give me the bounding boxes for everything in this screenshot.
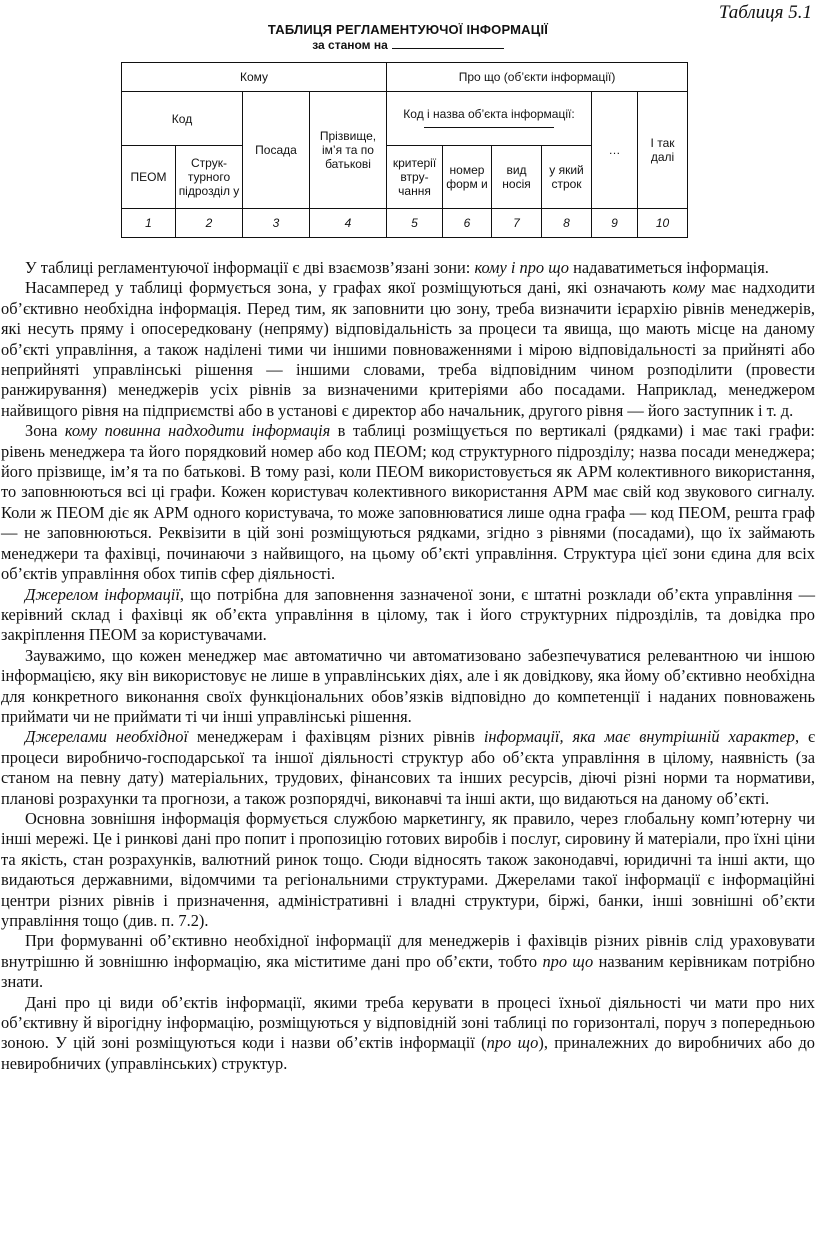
paragraph-segment: , є процеси виробничо-господарської та іншої діяльності структур або об’єкта управління в цілому, наявність (за станом на певну дату) матеріальних, трудових, фінансових та інших ресурсів, діючі різні норми та нормативи, планові розрахунки та прогнози, а також розпорядчі, виконавчі та інші акти, що видаються на даному об’єкті. <box>1 727 816 808</box>
header-media-type: вид носія <box>492 146 542 209</box>
header-ellipsis: … <box>592 92 638 209</box>
header-and-so-on: І так далі <box>638 92 688 209</box>
paragraph-segment: менеджерам і фахівцям різних рівнів <box>188 727 484 747</box>
paragraph <box>1 585 815 646</box>
paragraph-segment: Зауважимо, що кожен менеджер має автоматично чи автоматизовано забезпечуватися релевантною чи іншою інформацією, яку він використовує не лише в управлінських діях, але і як довідкову, яка йому об’єктивно необхідна для конкретного виконання своїх функціональних обов’язків відповідно до компетенції і наданих повноважень приймати чи не приймати ті чи інші управлінські рішення. <box>1 645 815 726</box>
body-text <box>1 258 815 1074</box>
paragraph-segment: в таблиці розміщується по вертикалі (рядками) і має такі графи: рівень менеджера та його порядковий номер або код ПЕОМ; код структурного підрозділу; назва посади менеджера; його прізвище, ім’я та по батькові. В тому разі, коли ПЕОМ використовується як АРМ колективного використання, то заповнюються всі ці графи. Кожен користувач колективного використання АРМ має свій код звукового сигналу. Коли ж ПЕОМ діє як АРМ одного користувача, то може заповнюватися лише одна графа — код ПЕОМ, решта граф — не заповнюються. Реквізити в цій зоні розміщуються рядками, згідно з рівнями (посадами), що їх займають менеджери та фахівці, починаючи з найвищого, на цьому об’єкті управління. Структура цієї зони єдина для всіх об’єктів управління обох типів сфер діяльності. <box>1 421 815 584</box>
header-code: Код <box>122 92 243 146</box>
paragraph-italic-segment: про що <box>542 951 594 971</box>
paragraph-italic-segment: Джерелами необхідної <box>25 727 189 747</box>
paragraph <box>1 993 815 1075</box>
col-number: 8 <box>542 209 592 238</box>
header-object-code-name <box>387 92 592 146</box>
paragraph-segment: Зона <box>25 421 65 441</box>
header-deadline: у який строк <box>542 146 592 209</box>
paragraph <box>1 278 815 421</box>
col-number: 3 <box>243 209 310 238</box>
paragraph <box>1 727 815 809</box>
col-number: 7 <box>492 209 542 238</box>
paragraph-segment: Основна зовнішня інформація формується службою маркетингу, як правило, через глобальну комп’ютерну чи інші мережі. Це і ринкові дані про попит і пропозицію готових виробів і послуг, сировину й матеріали, про їхні ціни та якість, стан розрахунків, валютний ринок тощо. Сюди відносять також законодавчі, юридичні та інші акти, що видаються державними, відомчими та регіональними структурами. Джерелами такої інформації є інформаційні центри різних рівнів і призначення, адміністративні і владні структури, біржі, банки, інші зовнішні об’єкти управління тощо (див. п. 7.2). <box>1 808 815 930</box>
header-full-name: Прізвище, ім’я та по батькові <box>310 92 387 209</box>
paragraph <box>1 421 815 584</box>
header-position: Посада <box>243 92 310 209</box>
col-number: 4 <box>310 209 387 238</box>
paragraph <box>1 258 815 278</box>
column-numbers-row <box>122 209 688 238</box>
date-blank-line <box>392 38 504 49</box>
table-subtitle-text: за станом на <box>312 38 388 52</box>
paragraph-segment: Дані про ці види об’єктів інформації, якими треба керувати в процесі їхньої діяльності чи мати про них об’єктивну й вірогідну інформацію, розміщуються у відповідній зоні таблиці по горизонталі, поруч з попередньою зоною. У цій зоні розміщуються коди і назви об’єктів інформації ( <box>1 992 815 1053</box>
header-criteria: критерії втру-чання <box>387 146 443 209</box>
paragraph <box>1 646 815 728</box>
table-subtitle <box>0 38 816 52</box>
regulatory-info-table <box>121 62 688 238</box>
paragraph-segment: названим керівникам потрібно знати. <box>1 951 815 992</box>
col-number: 6 <box>443 209 492 238</box>
paragraph-italic-segment: кому повинна надходити інформація <box>64 421 331 441</box>
col-number: 2 <box>176 209 243 238</box>
col-number: 9 <box>592 209 638 238</box>
header-pc: ПЕОМ <box>122 146 176 209</box>
paragraph-segment: При формуванні об’єктивно необхідної інформації для менеджерів і фахівців різних рівнів слід ураховувати внутрішню й зовнішню інформацію, яка міститиме дані про об’єкти, тобто <box>1 931 815 971</box>
paragraph-segment: У таблиці регламентуючої інформації є дві взаємозв’язані зони: <box>25 258 475 277</box>
paragraph-italic-segment: інформації, яка має внутрішній характер <box>483 727 795 747</box>
paragraph-italic-segment: кому <box>672 278 705 298</box>
paragraph-segment: має надходити об’єктивно необхідна інформація. Перед тим, як заповнити цю зону, треба визначити ієрархію рівнів менеджерів, які несуть пряму і опосередковану (непряму) відповідальність за процеси та явища, що мають місце на даному об’єкті управління, а також наділені тими чи іншими повноваженнями і мірою відповідальності за прийняті або неприйняті управлінські рішення — іншими словами, треба відповідним чином розподілити (провести ранжирування) менеджерів усіх рівнів за визначеними критеріями або посадами. Наприклад, менеджером найвищого рівня на підприємстві або в установі є директор або начальник, другого рівня — його заступник і т. д. <box>1 278 815 420</box>
paragraph-segment: ), приналежних до виробничих або до невиробничих (управлінських) структур. <box>1 1033 816 1073</box>
object-code-name-label: Код і назва об’єкта інформації: <box>403 107 575 121</box>
table-number: Таблиця 5.1 <box>718 2 812 23</box>
table-title: ТАБЛИЦЯ РЕГЛАМЕНТУЮЧОЇ ІНФОРМАЦІЇ <box>267 22 549 37</box>
paragraph <box>1 809 815 931</box>
paragraph-italic-segment: кому і про що <box>474 258 569 277</box>
paragraph-segment: Насамперед у таблиці формується зона, у графах якої розміщуються дані, які означають <box>25 278 673 298</box>
header-form-number: номер форм и <box>443 146 492 209</box>
header-about-what: Про що (об’єкти інформації) <box>387 63 688 92</box>
col-number: 1 <box>122 209 176 238</box>
header-structural-unit: Струк-турного підрозділ у <box>176 146 243 209</box>
paragraph-italic-segment: про що <box>486 1033 539 1053</box>
paragraph <box>1 931 815 992</box>
paragraph-italic-segment: Джерелом інформації <box>25 584 180 604</box>
paragraph-segment: надаватиметься інформація. <box>569 258 769 277</box>
col-number: 10 <box>638 209 688 238</box>
paragraph-segment: , що потрібна для заповнення зазначеної зони, є штатні розклади об’єкта управління — керівний склад і фахівці як об’єкта управління в цілому, так і його структурних підрозділів, та довідка про закріплення ПЕОМ за користувачами. <box>1 584 815 645</box>
object-name-blank-line <box>424 127 554 128</box>
header-whom: Кому <box>122 63 387 92</box>
col-number: 5 <box>387 209 443 238</box>
